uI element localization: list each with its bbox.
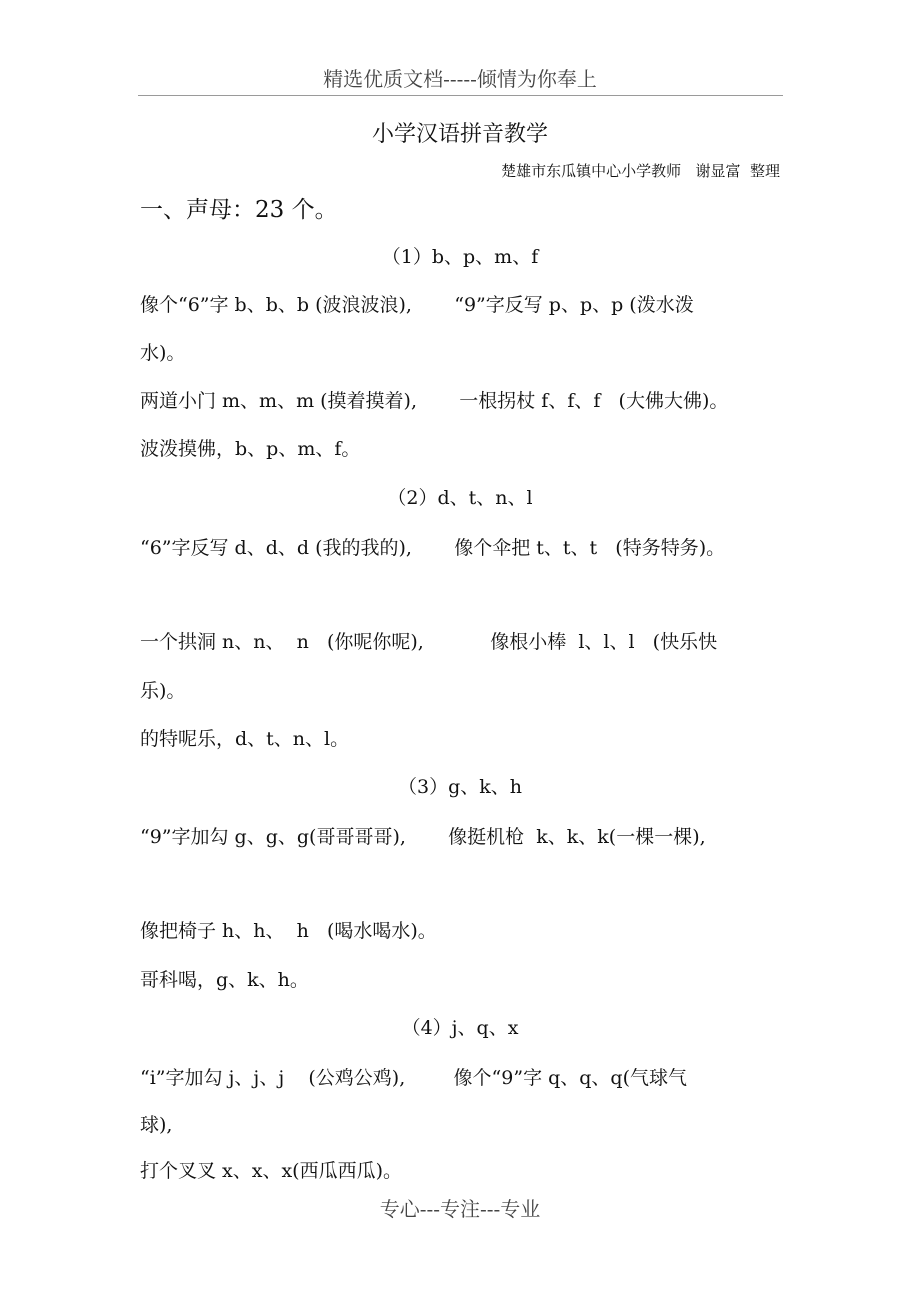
group-title-bpmf: （1）b、p、m、f (381, 246, 539, 268)
text-line: “6”字反写 d、d、d (我的我的), 像个伞把 t、t、t (特务特务)。 (140, 537, 726, 559)
text-line: 哥科喝，g、k、h。 (140, 969, 309, 991)
text-line: “9”字加勾 g、g、g(哥哥哥哥), 像挺机枪 k、k、k(一棵一棵), (140, 826, 706, 848)
text-line: 像把椅子 h、h、 h (喝水喝水)。 (140, 920, 437, 942)
author-line: 楚雄市东瓜镇中心小学教师 谢显富 整理 (501, 162, 780, 180)
text-line: “i”字加勾 j、j、j (公鸡公鸡), 像个“9”字 q、q、q(气球气 (140, 1067, 688, 1089)
text-line: 打个叉叉 x、x、x(西瓜西瓜)。 (140, 1160, 403, 1182)
group-title-dtnl: （2）d、t、n、l (387, 487, 533, 509)
text-line: 水)。 (140, 342, 186, 364)
text-line: 波泼摸佛，b、p、m、f。 (140, 438, 361, 460)
group-title-gkh: （3）g、k、h (397, 776, 522, 798)
text-line: 的特呢乐，d、t、n、l。 (140, 728, 350, 750)
section-heading: 一、声母：23 个。 (140, 197, 338, 223)
text-line: 乐)。 (140, 680, 186, 702)
document-title: 小学汉语拼音教学 (371, 122, 548, 147)
header-divider (138, 95, 783, 96)
text-line: 像个“6”字 b、b、b (波浪波浪), “9”字反写 p、p、p (泼水泼 (140, 294, 694, 316)
group-title-jqx: （4）j、q、x (401, 1017, 519, 1039)
page-header: 精选优质文档-----倾情为你奉上 (323, 67, 597, 91)
text-line: 两道小门 m、m、m (摸着摸着), 一根拐杖 f、f、f (大佛大佛)。 (140, 390, 729, 412)
page-footer: 专心---专注---专业 (379, 1197, 541, 1221)
text-line: 球), (140, 1114, 173, 1136)
text-line: 一个拱洞 n、n、 n (你呢你呢), 像根小棒 l、l、l (快乐快 (140, 631, 718, 653)
